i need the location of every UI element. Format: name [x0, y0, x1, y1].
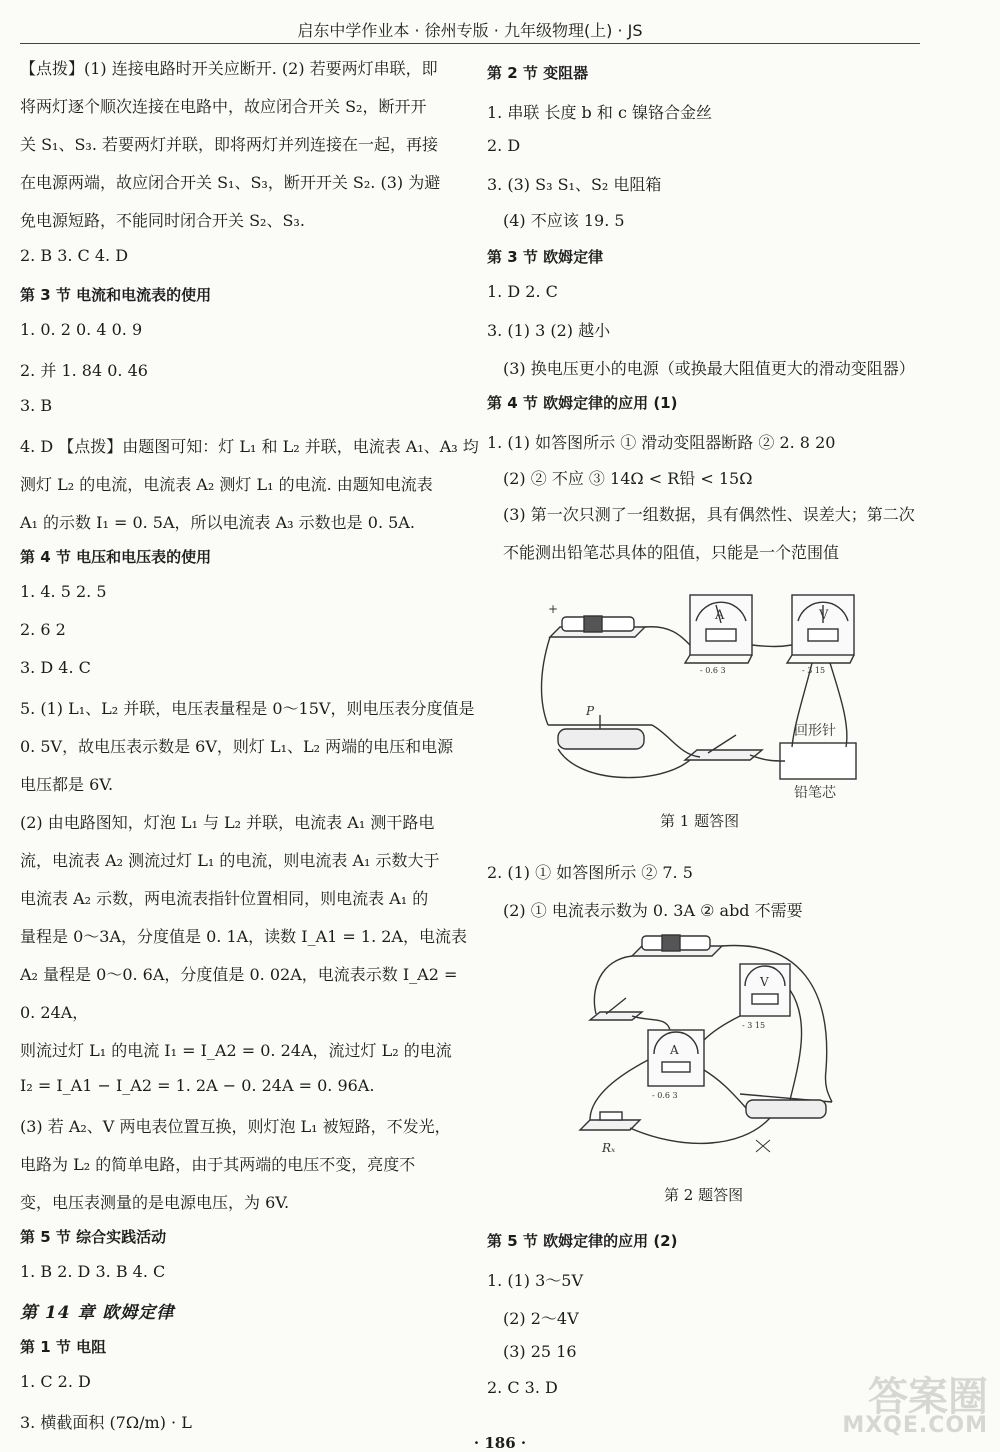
answer-line: (2) ① 电流表示数为 0. 3A ② abd 不需要 [503, 901, 803, 920]
watermark-logo [842, 1365, 992, 1445]
answer-line: 2. B 3. C 4. D [20, 246, 129, 265]
page-number: · 186 · [473, 1434, 527, 1452]
voltmeter-label: V [819, 608, 829, 623]
clip-label: 回形针 [794, 723, 836, 739]
text-line: 0. 24A， [20, 1003, 89, 1022]
section-heading: 第 1 节 电阻 [20, 1338, 107, 1356]
text-line: 流，电流表 A₂ 测流过灯 L₁ 的电流，则电流表 A₁ 示数大于 [20, 851, 440, 870]
resistor-icon [580, 1112, 640, 1155]
text-line: 将两灯逐个顺次连接在电路中，故应闭合开关 S₂，断开开 [20, 97, 427, 116]
text-line: 关 S₁、S₃. 若要两灯并联，即将两灯并列连接在一起，再接 [20, 135, 439, 154]
text-line: 在电源两端，故应闭合开关 S₁、S₃，断开开关 S₂. (3) 为避 [20, 173, 441, 192]
answer-line: 2. 6 2 [20, 620, 66, 639]
voltmeter-terminals: - 3 15 [802, 666, 826, 675]
header-rule [20, 43, 920, 44]
voltmeter-label: V [760, 975, 769, 989]
ammeter-label: A [670, 1043, 679, 1057]
section-heading: 第 2 节 变阻器 [487, 64, 589, 82]
answer-line: (3) 25 16 [503, 1342, 577, 1361]
answer-line: 不能测出铅笔芯具体的阻值，只能是一个范围值 [503, 543, 840, 562]
section-heading: 第 3 节 欧姆定律 [487, 248, 604, 266]
voltmeter-icon [740, 964, 790, 1030]
text-line: 免电源短路，不能同时闭合开关 S₂、S₃. [20, 211, 305, 230]
text-line: 量程是 0～3A，分度值是 0. 1A，读数 I_A1 = 1. 2A，电流表 [20, 927, 467, 946]
text-line: A₁ 的示数 I₁ = 0. 5A，所以电流表 A₃ 示数也是 0. 5A. [20, 513, 415, 532]
text-line: I₂ = I_A1 − I_A2 = 1. 2A − 0. 24A = 0. 96A. [20, 1076, 375, 1095]
svg-text:+: + [548, 602, 559, 616]
ammeter-icon [648, 1030, 704, 1100]
answer-line: (3) 第一次只测了一组数据，具有偶然性、误差大；第二次 [503, 505, 915, 524]
answer-line: 1. 串联 长度 b 和 c 镍铬合金丝 [487, 103, 712, 122]
running-header: 启东中学作业本 · 徐州专版 · 九年级物理(上) · JS [297, 21, 643, 40]
answer-line: 1. 0. 2 0. 4 0. 9 [20, 320, 143, 339]
ammeter-icon [685, 595, 752, 675]
answer-line: (2) 2～4V [503, 1309, 579, 1328]
text-line: 5. (1) L₁、L₂ 并联，电压表量程是 0～15V，则电压表分度值是 [20, 699, 475, 718]
text-line: (2) 由电路图知，灯泡 L₁ 与 L₂ 并联，电流表 A₁ 测干路电 [20, 813, 435, 832]
pencil-lead-board [780, 722, 856, 801]
text-line: 变，电压表测量的是电源电压，为 6V. [20, 1193, 290, 1212]
ammeter-terminals: - 0.6 3 [652, 1091, 678, 1100]
text-line: 则流过灯 L₁ 的电流 I₁ = I_A2 = 0. 24A，流过灯 L₂ 的电流 [20, 1041, 452, 1060]
answer-line: 1. 4. 5 2. 5 [20, 582, 107, 601]
answer-line: 1. B 2. D 3. B 4. C [20, 1262, 166, 1281]
voltmeter-icon [787, 595, 854, 675]
section-heading: 第 3 节 电流和电流表的使用 [20, 286, 212, 304]
answer-line: 2. D [487, 136, 521, 155]
text-line: 【点拨】(1) 连接电路时开关应断开. (2) 若要两灯串联，即 [20, 59, 438, 78]
figure-caption: 第 1 题答图 [660, 812, 740, 830]
figure-caption: 第 2 题答图 [664, 1186, 744, 1204]
ammeter-terminals: - 0.6 3 [700, 666, 726, 675]
circuit-figure-1 [540, 585, 870, 805]
answer-line: 3. D 4. C [20, 658, 91, 677]
answer-line: 3. (1) 3 (2) 越小 [487, 321, 611, 340]
ammeter-label: A [715, 608, 725, 623]
circuit-figure-2 [570, 930, 850, 1160]
answer-line: 1. (1) 如答图所示 ① 滑动变阻器断路 ② 2. 8 20 [487, 433, 836, 452]
answer-line: (2) ② 不应 ③ 14Ω < R铅 < 15Ω [503, 469, 753, 488]
text-line: 电路为 L₂ 的简单电路，由于其两端的电压不变，亮度不 [20, 1155, 416, 1174]
rheostat-icon [548, 704, 652, 749]
answer-line: 2. (1) ① 如答图所示 ② 7. 5 [487, 863, 693, 882]
answer-line: 1. D 2. C [487, 282, 558, 301]
text-line: (3) 若 A₂、V 两电表位置互换，则灯泡 L₁ 被短路，不发光， [20, 1117, 451, 1136]
watermark-top: 答案圈 [868, 1374, 988, 1420]
text-line: 电流表 A₂ 示数，两电流表指针位置相同，则电流表 A₁ 的 [20, 889, 429, 908]
watermark-bottom: MXQE.COM [842, 1413, 988, 1438]
answer-line: (3) 换电压更小的电源（或换最大阻值更大的滑动变阻器） [503, 359, 915, 378]
section-heading: 第 5 节 欧姆定律的应用 (2) [487, 1232, 678, 1250]
battery-icon [548, 602, 645, 637]
chapter-heading: 第 14 章 欧姆定律 [20, 1303, 175, 1323]
answer-line: 1. (1) 3～5V [487, 1271, 584, 1290]
rheostat-icon [740, 1094, 832, 1118]
answer-line: 1. C 2. D [20, 1372, 91, 1391]
section-heading: 第 4 节 欧姆定律的应用 (1) [487, 394, 678, 412]
section-heading: 第 5 节 综合实践活动 [20, 1228, 167, 1246]
slider-label: P [586, 704, 595, 718]
text-line: 0. 5V，故电压表示数是 6V，则灯 L₁、L₂ 两端的电压和电源 [20, 737, 454, 756]
text-line: A₂ 量程是 0～0. 6A，分度值是 0. 02A，电流表示数 I_A2 = [20, 965, 458, 984]
battery-icon [632, 935, 722, 956]
text-line: 电压都是 6V. [20, 775, 114, 794]
pencil-label: 铅笔芯 [794, 785, 836, 801]
text-line: 4. D 【点拨】由题图可知：灯 L₁ 和 L₂ 并联，电流表 A₁、A₃ 均 [20, 437, 479, 456]
answer-line: 2. 并 1. 84 0. 46 [20, 361, 148, 380]
answer-line: 3. B [20, 396, 53, 415]
answer-line: 3. (3) S₃ S₁、S₂ 电阻箱 [487, 175, 662, 194]
section-heading: 第 4 节 电压和电压表的使用 [20, 548, 212, 566]
answer-line: (4) 不应该 19. 5 [503, 211, 625, 230]
text-line: 测灯 L₂ 的电流，电流表 A₂ 测灯 L₁ 的电流. 由题知电流表 [20, 475, 433, 494]
voltmeter-terminals: - 3 15 [742, 1021, 766, 1030]
answer-line: 3. 横截面积 (7Ω/m) · L [20, 1413, 192, 1432]
answer-line: 2. C 3. D [487, 1378, 558, 1397]
rx-label: Rₓ [602, 1141, 616, 1155]
